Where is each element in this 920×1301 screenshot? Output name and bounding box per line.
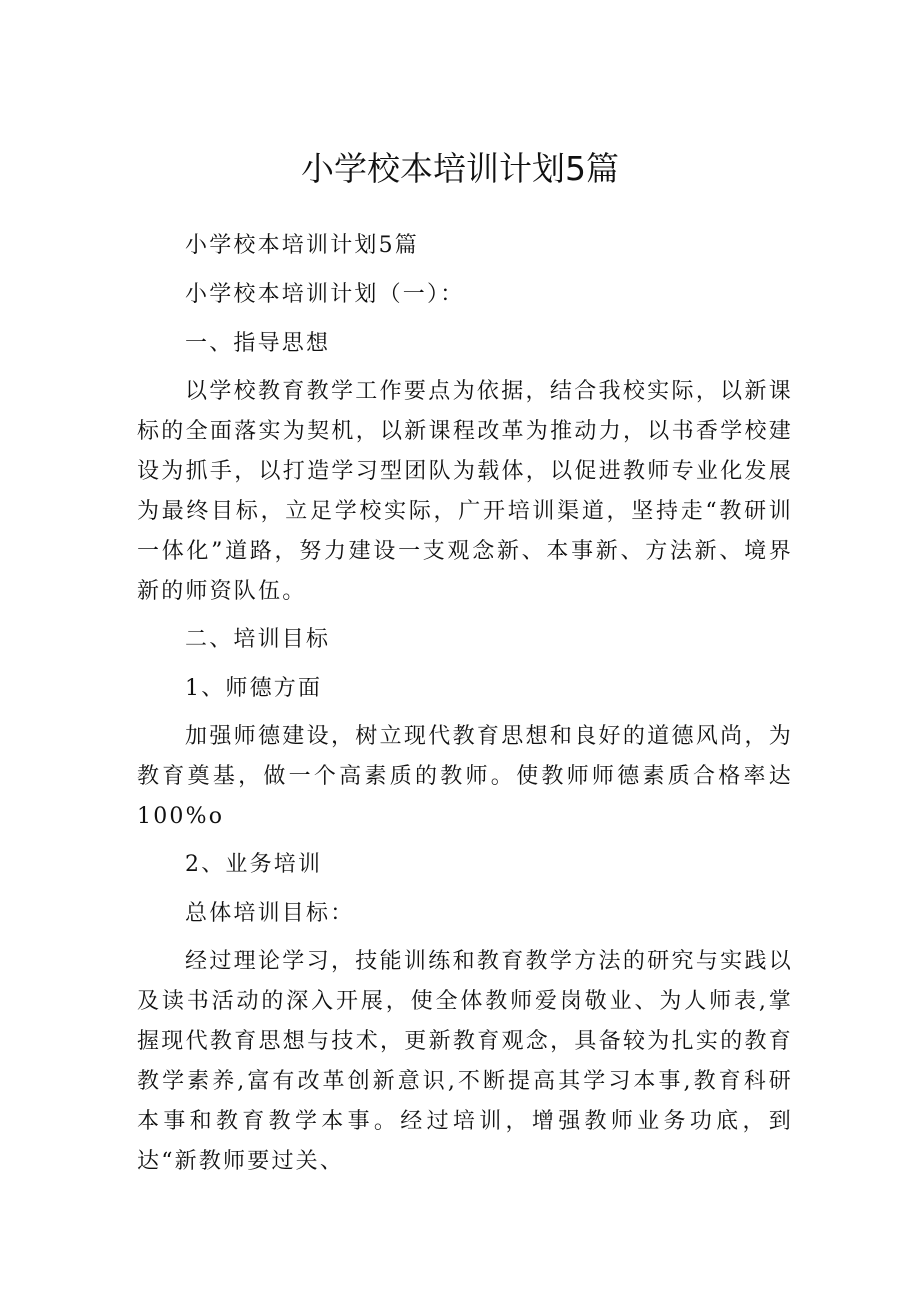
paragraph-plan-one-heading: 小学校本培训计划（一）： (185, 282, 465, 307)
subsection-heading-teacher-ethics: 1、师德方面 (185, 676, 323, 701)
document-title: 小学校本培训计划5篇 (301, 149, 619, 188)
subsection-heading-professional-training: 2、业务培训 (185, 852, 323, 877)
document-body (137, 225, 793, 1189)
section-heading-guiding-ideology: 一、指导思想 (185, 331, 331, 356)
paragraph-teacher-ethics: 加强师德建设，树立现代教育思想和良好的道德风尚，为教育奠基，做一个高素质的教师。使教师师德素质合格率达100%o (137, 724, 793, 829)
paragraph-subtitle: 小学校本培训计划5篇 (185, 233, 419, 258)
paragraph-guiding-ideology: 以学校教育教学工作要点为依据，结合我校实际，以新课标的全面落实为契机，以新课程改革为推动力，以书香学校建设为抓手，以打造学习型团队为载体，以促进教师专业化发展为最终目标，立足学校实际，广开培训渠道，坚持走“教研训一体化”道路，努力建设一支观念新、本事新、方法新、境界新的师资队伍。 (137, 379, 793, 604)
section-heading-training-goals: 二、培训目标 (185, 627, 331, 652)
paragraph-overall-goals-label: 总体培训目标： (185, 901, 355, 926)
paragraph-overall-goals: 经过理论学习，技能训练和教育教学方法的研究与实践以及读书活动的深入开展，使全体教师爱岗敬业、为人师表,掌握现代教育思想与技术，更新教育观念，具备较为扎实的教育教学素养,富有改革创新意识,不断提高其学习本事,教育科研本事和教育教学本事。经过培训，增强教师业务功底，到达“新教师要过关、 (137, 949, 793, 1174)
